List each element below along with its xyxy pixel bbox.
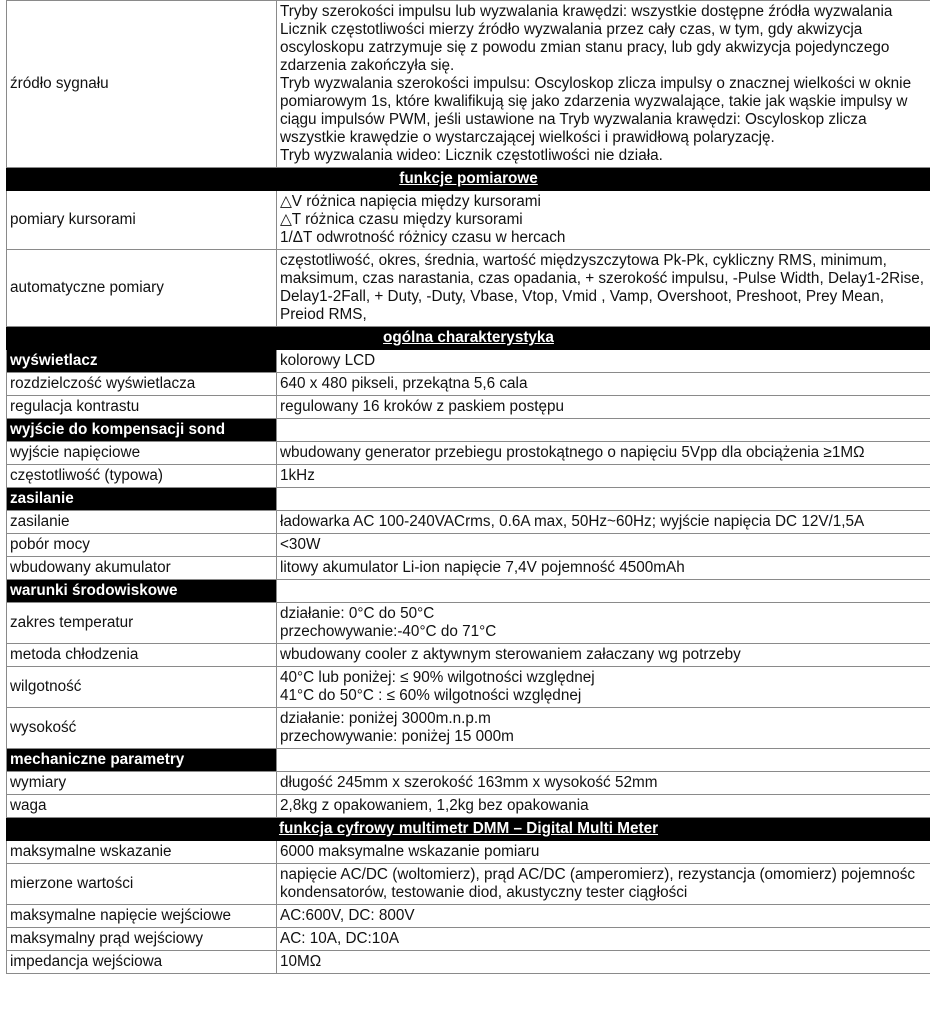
spec-row [7,644,930,667]
spec-row [7,795,930,818]
spec-value [277,841,930,864]
spec-value [277,603,930,644]
spec-label: częstotliwość (typowa) [7,465,277,488]
subsection-row [7,580,930,603]
spec-value-line: Tryb wyzwalania wideo: Licznik częstotliwości nie działa. [280,147,663,164]
spec-label: rozdzielczość wyświetlacza [7,373,277,396]
spec-value [277,511,930,534]
spec-value [277,795,930,818]
spec-value [277,488,930,511]
spec-value [277,864,930,905]
spec-label: wbudowany akumulator [7,557,277,580]
spec-value-line: △T różnica czasu między kursorami [280,211,523,228]
subsection-label: wyświetlacz [7,350,277,373]
subsection-row [7,488,930,511]
spec-value-line: wbudowany cooler z aktywnym sterowaniem załaczany wg potrzeby [280,646,741,663]
spec-value [277,442,930,465]
spec-value-line: Licznik częstotliwości mierzy źródło wyzwalania przez cały czas, w tym, gdy akwizycja oscyloskopu zatrzymuje się z powodu zmian stanu pracy, lub gdy akwizycja pojedynczego zdarzenia zakończyła się. [280,21,890,74]
spec-value-line: 1kHz [280,467,315,484]
spec-row [7,191,930,250]
spec-label: maksymalne napięcie wejściowe [7,905,277,928]
spec-row [7,250,930,327]
spec-value [277,928,930,951]
spec-row [7,465,930,488]
subsection-label: zasilanie [7,488,277,511]
spec-row [7,951,930,974]
spec-row [7,1,930,168]
spec-label: źródło sygnału [7,1,277,168]
spec-label: pomiary kursorami [7,191,277,250]
spec-value-line: Tryby szerokości impulsu lub wyzwalania krawędzi: wszystkie dostępne źródła wyzwalania [280,3,893,20]
spec-value-line: wbudowany generator przebiegu prostokątnego o napięciu 5Vpp dla obciążenia ≥1MΩ [280,444,865,461]
spec-row [7,841,930,864]
spec-label: regulacja kontrastu [7,396,277,419]
spec-label: zakres temperatur [7,603,277,644]
spec-value-line: 1/ΔT odwrotność różnicy czasu w hercach [280,229,566,246]
subsection-label: warunki środowiskowe [7,580,277,603]
spec-label: mierzone wartości [7,864,277,905]
spec-row [7,442,930,465]
spec-value-line: częstotliwość, okres, średnia, wartość międzyszczytowa Pk-Pk, cykliczny RMS, minimum, maksimum, czas narastania, czas opadania, + szerokość impulsu, -Pulse Width, Delay1-2Rise, Delay1-2Fall, + Duty, -Duty, Vbase, Vtop, Vmid , Vamp, Overshoot, Preshoot, Prey Mean, Preiod RMS, [280,252,925,323]
spec-row [7,708,930,749]
section-header-row [7,327,930,350]
spec-value-line: przechowywanie:-40°C do 71°C [280,623,497,640]
spec-label: zasilanie [7,511,277,534]
spec-row [7,396,930,419]
spec-row [7,667,930,708]
spec-value-line: 41°C do 50°C : ≤ 60% wilgotności względnej [280,687,582,704]
spec-value [277,419,930,442]
spec-label: wyjście napięciowe [7,442,277,465]
spec-label: pobór mocy [7,534,277,557]
spec-row [7,905,930,928]
spec-value-line: 2,8kg z opakowaniem, 1,2kg bez opakowania [280,797,589,814]
subsection-row [7,749,930,772]
section-header: funkcja cyfrowy multimetr DMM – Digital Multi Meter [7,818,930,841]
spec-value-line: AC:600V, DC: 800V [280,907,415,924]
spec-row [7,864,930,905]
spec-row [7,534,930,557]
spec-value-line: napięcie AC/DC (woltomierz), prąd AC/DC (amperomierz), rezystancja (omomierz) pojemnośc kondensatorów, testowanie diod, akustyczny tester ciągłości [280,866,916,901]
subsection-row [7,350,930,373]
spec-value [277,465,930,488]
spec-value-line: 10MΩ [280,953,322,970]
spec-value-line: ładowarka AC 100-240VACrms, 0.6A max, 50Hz~60Hz; wyjście napięcia DC 12V/1,5A [280,513,865,530]
spec-value [277,708,930,749]
spec-value [277,644,930,667]
spec-value-line: regulowany 16 kroków z paskiem postępu [280,398,564,415]
spec-label: automatyczne pomiary [7,250,277,327]
spec-row [7,603,930,644]
spec-value [277,667,930,708]
spec-label: maksymalne wskazanie [7,841,277,864]
spec-value-line: działanie: 0°C do 50°C [280,605,435,622]
spec-value-line: 40°C lub poniżej: ≤ 90% wilgotności względnej [280,669,595,686]
specification-table-body [7,1,930,974]
spec-value-line: przechowywanie: poniżej 15 000m [280,728,514,745]
spec-row [7,511,930,534]
spec-value-line: AC: 10A, DC:10A [280,930,400,947]
spec-row [7,557,930,580]
spec-label: wysokość [7,708,277,749]
spec-value-line: 640 x 480 pikseli, przekątna 5,6 cala [280,375,528,392]
spec-row [7,772,930,795]
spec-value-line: Tryb wyzwalania szerokości impulsu: Oscyloskop zlicza impulsy o znacznej wielkości w oknie pomiarowym 1s, które kwalifikują się jako zdarzenia wyzwalające, takie jak wąskie impulsy w ciągu impulsów PWM, jeśli ustawione na Tryb wyzwalania krawędzi: Oscyloskop zlicza wszystkie krawędzie o wystarczającej wielkości i prawidłową polaryzację. [280,75,912,146]
spec-row [7,373,930,396]
spec-row [7,928,930,951]
spec-value-line: długość 245mm x szerokość 163mm x wysokość 52mm [280,774,658,791]
spec-value [277,772,930,795]
spec-label: maksymalny prąd wejściowy [7,928,277,951]
spec-value-line: działanie: poniżej 3000m.n.p.m [280,710,491,727]
spec-value-line: 6000 maksymalne wskazanie pomiaru [280,843,540,860]
spec-value [277,250,930,327]
section-header: ogólna charakterystyka [7,327,930,350]
subsection-row [7,419,930,442]
subsection-label: wyjście do kompensacji sond [7,419,277,442]
spec-value [277,749,930,772]
spec-value [277,1,930,168]
spec-value [277,350,930,373]
section-header-row [7,168,930,191]
spec-value [277,580,930,603]
spec-label: wilgotność [7,667,277,708]
spec-value-line: <30W [280,536,321,553]
spec-value [277,905,930,928]
spec-label: waga [7,795,277,818]
spec-value-line: △V różnica napięcia między kursorami [280,193,541,210]
spec-value-line: litowy akumulator Li-ion napięcie 7,4V pojemność 4500mAh [280,559,685,576]
section-header-row [7,818,930,841]
spec-label: metoda chłodzenia [7,644,277,667]
spec-value [277,396,930,419]
spec-value [277,557,930,580]
spec-label: impedancja wejściowa [7,951,277,974]
spec-value [277,373,930,396]
spec-label: wymiary [7,772,277,795]
spec-value [277,191,930,250]
spec-value [277,951,930,974]
subsection-label: mechaniczne parametry [7,749,277,772]
spec-value-line: kolorowy LCD [280,352,376,369]
section-header: funkcje pomiarowe [7,168,930,191]
specification-table [6,0,930,974]
spec-value [277,534,930,557]
